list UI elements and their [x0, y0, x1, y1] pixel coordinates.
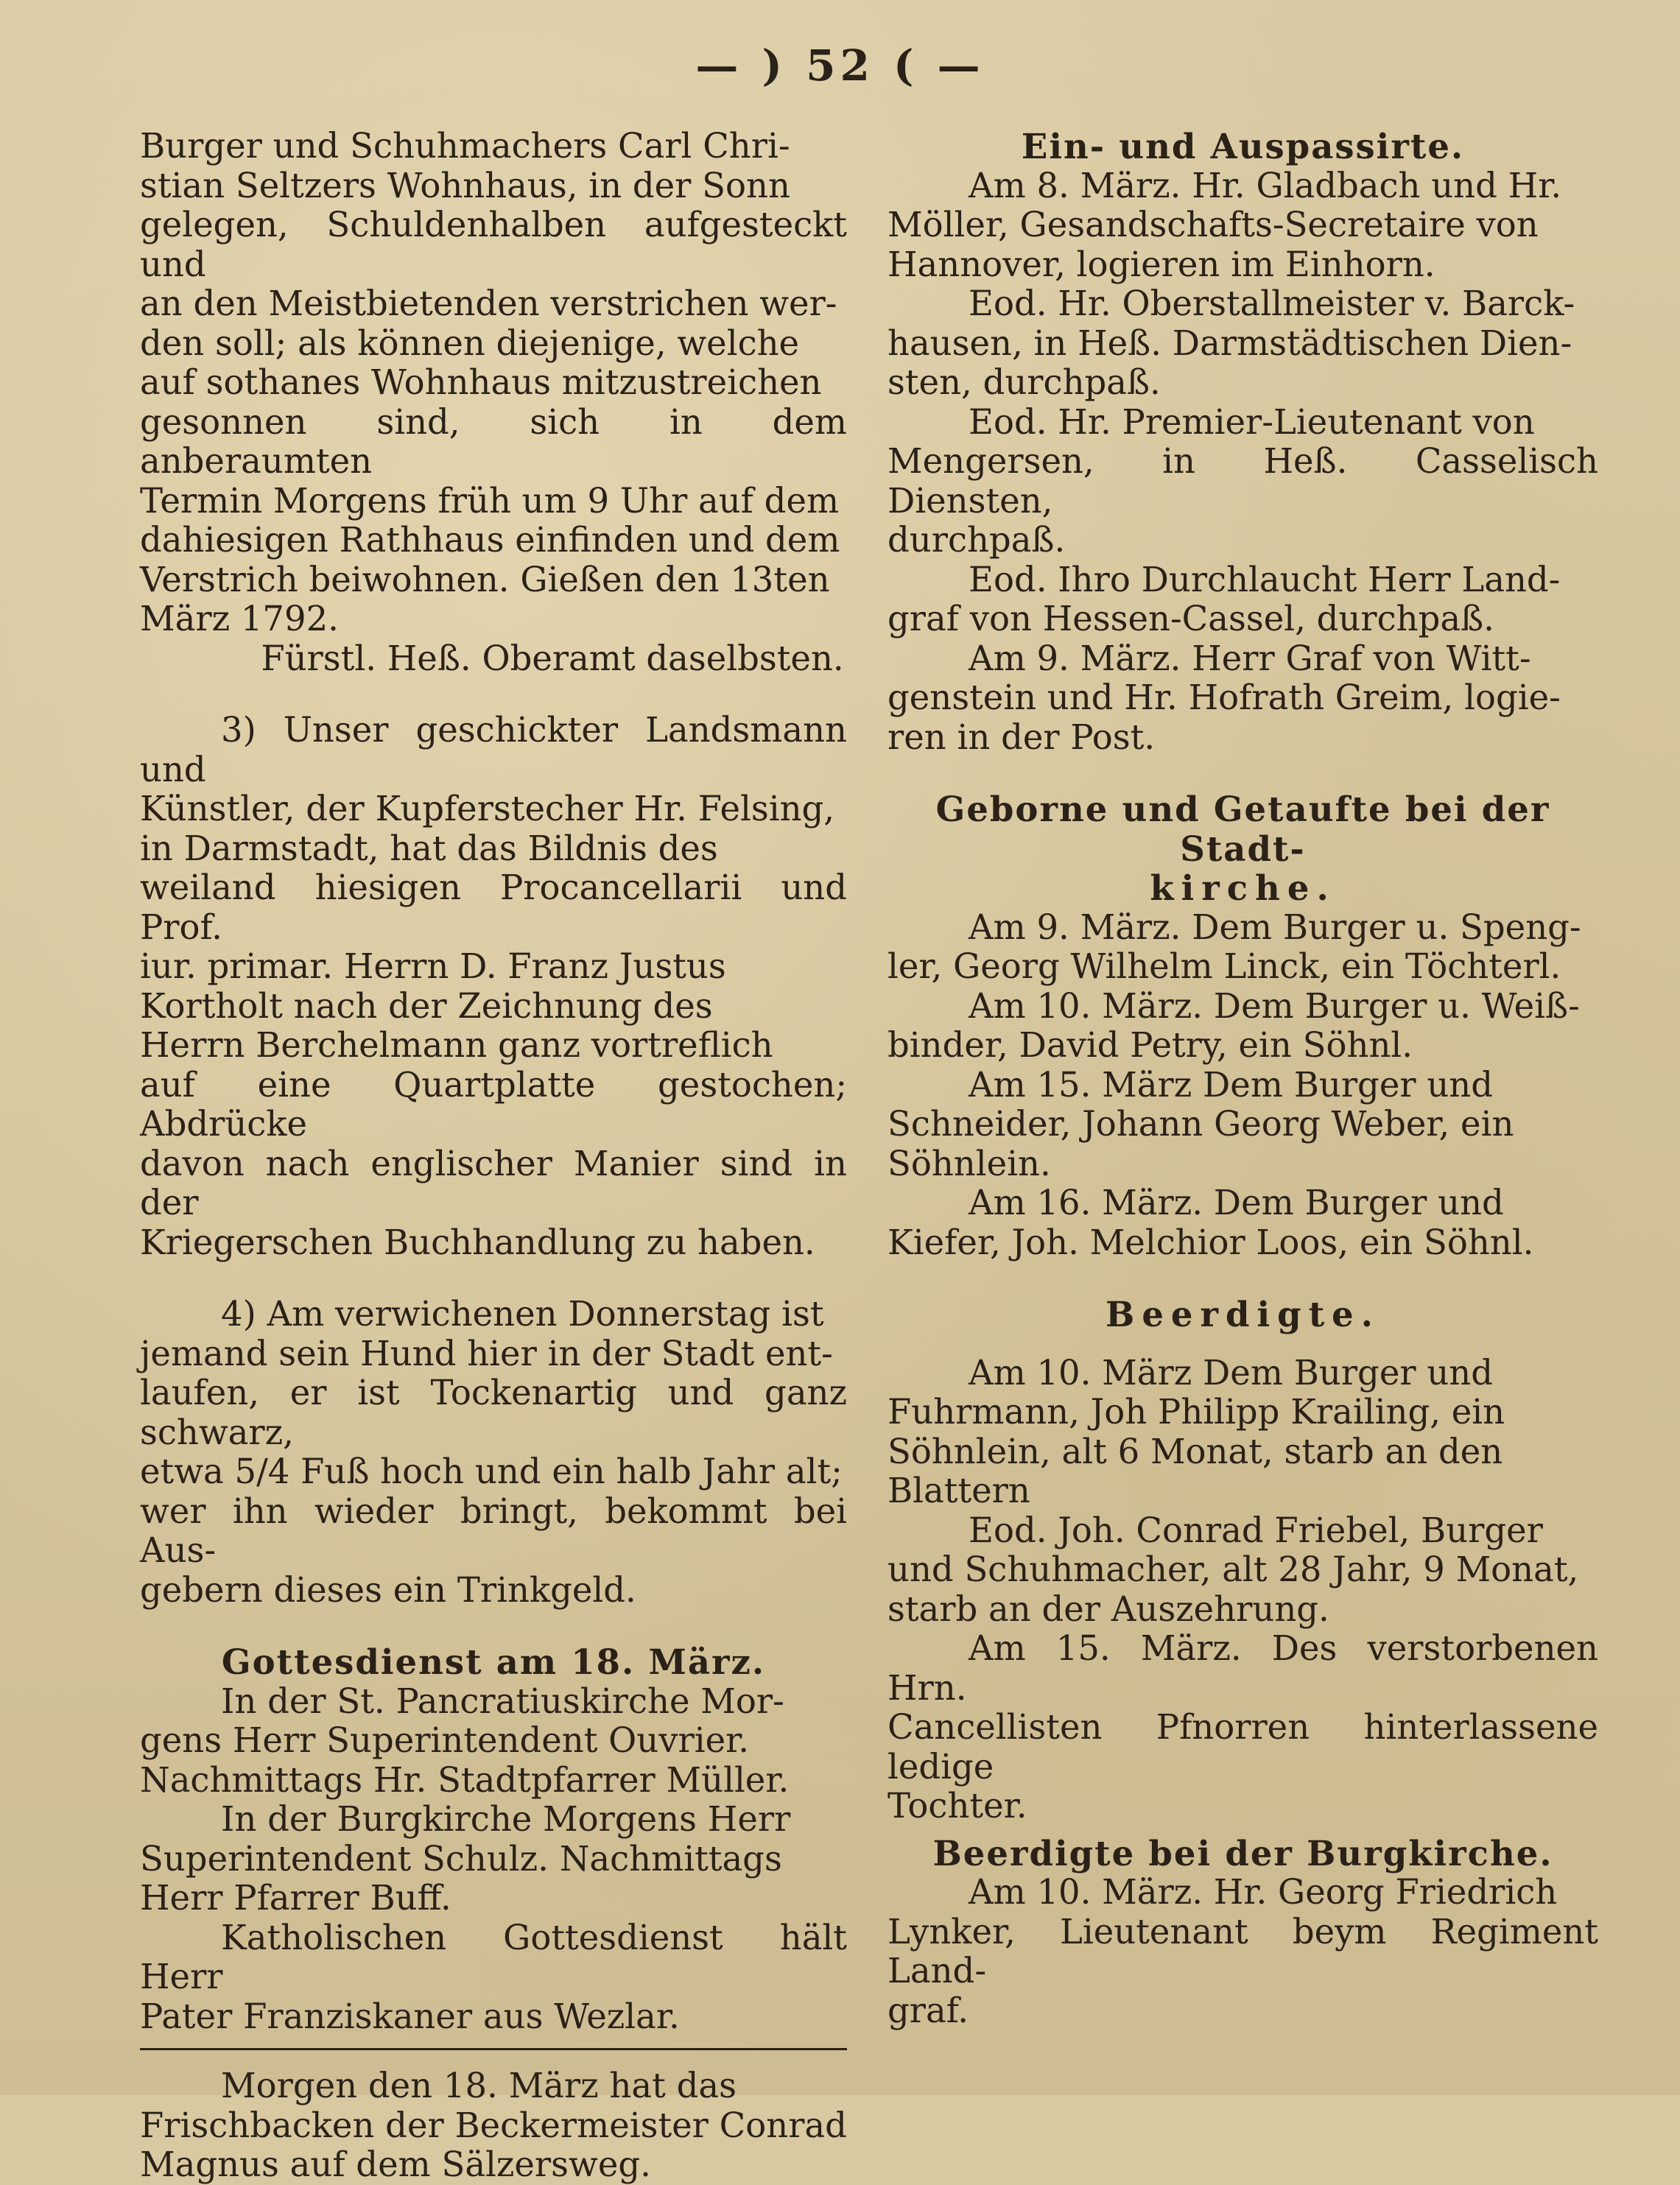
burials-heading: Beerdigte.: [1106, 1294, 1380, 1334]
birth-entry: Am 10. März. Dem Burger u. Weiß- binder, David Petry, ein Söhnl.: [888, 985, 1580, 1065]
church-service-heading: Gottesdienst am 18. März.: [221, 1642, 766, 1682]
burg-burial-entry: Am 10. März. Hr. Georg Friedrich Lynker, Lieutenant beym Regiment Land- graf.: [888, 1872, 1598, 2030]
service-burgkirche: In der Burgkirche Morgens Herr Superintendent Schulz. Nachmittags Herr Pfarrer Buff.: [140, 1799, 791, 1918]
section-divider: [140, 2048, 847, 2050]
page-number-header: — ) 52 ( —: [695, 41, 985, 91]
burial-entry: Am 15. März. Des verstorbenen Hrn. Cancellisten Pfnorren hinterlassene ledige Tochter.: [888, 1628, 1598, 1826]
birth-entry: Am 15. März Dem Burger und Schneider, Johann Georg Weber, ein Söhnlein.: [888, 1064, 1514, 1183]
travel-heading: Ein- und Auspassirte.: [1021, 126, 1465, 166]
lost-dog-notice: 4) Am verwichenen Donnerstag ist jemand sein Hund hier in der Stadt ent- laufen, er ist Tockenartig und ganz schwarz, etwa 5/4 Fuß hoch und ein halb Jahr alt; wer ihn wieder bringt, bekommt bei Aus- gebern dieses ein Trinkgeld.: [140, 1294, 847, 1610]
baking-notice: Morgen den 18. März hat das Frischbacken der Beckermeister Conrad Magnus auf dem Sälzersweg.: [140, 2066, 847, 2184]
auction-notice-signature: Fürstl. Heß. Oberamt daselbsten.: [261, 638, 844, 678]
travel-entry: Am 8. März. Hr. Gladbach und Hr. Möller, Gesandschafts-Secretaire von Hannover, logieren im Einhorn.: [888, 165, 1562, 284]
engraving-notice: 3) Unser geschickter Landsmann und Künstler, der Kupferstecher Hr. Felsing, in Darmstadt, hat das Bildnis des weiland hiesigen Procancellarii und Prof. iur. primar. Herrn D. Franz Justus Kortholt nach der Zeichnung des Herrn Berchelmann ganz vortreflich auf eine Quartplatte gestochen; Abdrücke davon nach englischer Manier sind in der Kriegerschen Buchhandlung zu haben.: [140, 710, 847, 1262]
right-column: [888, 127, 1598, 2030]
service-catholic: Katholischen Gottesdienst hält Herr Pater Franziskaner aus Wezlar.: [140, 1917, 847, 2036]
births-heading: Geborne und Getaufte bei der Stadt-: [935, 789, 1550, 869]
travel-entry: Am 9. März. Herr Graf von Witt- genstein und Hr. Hofrath Greim, logie- ren in der Post.: [888, 638, 1561, 757]
auction-notice: Burger und Schuhmachers Carl Chri- stian Seltzers Wohnhaus, in der Sonn gelegen, Schuldenhalben aufgesteckt und an den Meistbietenden verstrichen wer- den soll; als können diejenige, welche auf sothanes Wohnhaus mitzustreichen gesonnen sind, sich in dem anberaumten Termin Morgens früh um 9 Uhr auf dem dahiesigen Rathhaus einfinden und dem Verstrich beiwohnen. Gießen den 13ten März 1792.: [140, 126, 847, 638]
birth-entry: Am 9. März. Dem Burger u. Speng- ler, Georg Wilhelm Linck, ein Töchterl.: [888, 907, 1581, 986]
burg-burials-heading: Beerdigte bei der Burgkirche.: [932, 1832, 1553, 1873]
service-pancratius: In der St. Pancratiuskirche Mor- gens Herr Superintendent Ouvrier. Nachmittags Hr. Stadtpfarrer Müller.: [140, 1681, 790, 1800]
burial-entry: Am 10. März Dem Burger und Fuhrmann, Joh Philipp Krailing, ein Söhnlein, alt 6 Monat, starb an den Blattern: [888, 1352, 1505, 1510]
left-column: [140, 127, 847, 2185]
travel-entry: Eod. Ihro Durchlaucht Herr Land- graf von Hessen-Cassel, durchpaß.: [888, 559, 1561, 638]
birth-entry: Am 16. März. Dem Burger und Kiefer, Joh. Melchior Loos, ein Söhnl.: [888, 1183, 1534, 1262]
burial-entry: Eod. Joh. Conrad Friebel, Burger und Schuhmacher, alt 28 Jahr, 9 Monat, starb an der Auszehrung.: [888, 1510, 1579, 1629]
travel-entry: Eod. Hr. Premier-Lieutenant von Mengersen, in Heß. Casselisch Diensten, durchpaß.: [888, 401, 1598, 560]
births-heading-continued: kirche.: [1150, 868, 1336, 908]
travel-entry: Eod. Hr. Oberstallmeister v. Barck- hausen, in Heß. Darmstädtischen Dien- sten, durchpaß.: [888, 284, 1575, 402]
